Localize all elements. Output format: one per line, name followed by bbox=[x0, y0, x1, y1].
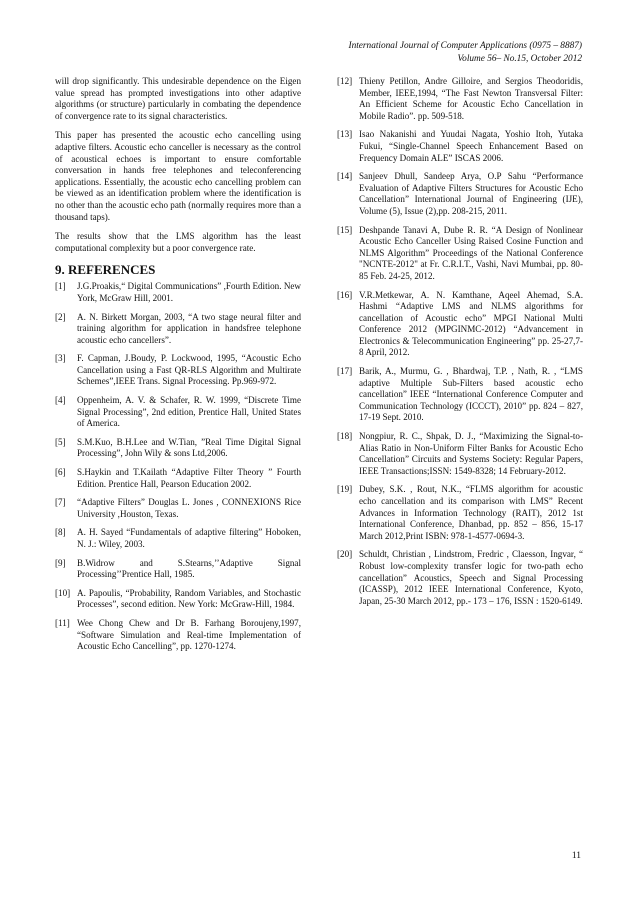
reference-item bbox=[55, 437, 301, 460]
journal-header bbox=[282, 40, 582, 66]
reference-item bbox=[337, 171, 583, 217]
reference-item bbox=[55, 558, 301, 581]
reference-number: [9] bbox=[55, 557, 66, 568]
reference-item bbox=[55, 497, 301, 520]
reference-number: [5] bbox=[55, 436, 66, 447]
reference-number: [12] bbox=[337, 76, 353, 86]
reference-item bbox=[337, 431, 583, 477]
journal-title: International Journal of Computer Applications (0975 – 8887) bbox=[348, 41, 582, 51]
reference-text: A. N. Birkett Morgan, 2003, “A two stage neural filter and training algorithm for application in handsfree telephone acoustic echo cancellers”. bbox=[77, 311, 301, 345]
reference-item bbox=[55, 527, 301, 550]
reference-item bbox=[337, 76, 583, 122]
reference-item bbox=[55, 467, 301, 490]
reference-number: [7] bbox=[55, 497, 66, 508]
reference-text: Deshpande Tanavi A, Dube R. R. “A Design of Nonlinear Acoustic Echo Canceller Using Raised Cosine Function and NLMS Algorithm” Proceedings of the National Conference "NCNTE-2012" at Fr. C.R.I.T., Vashi, Navi Mumbai, pp. 80-85 Feb. 24-25, 2012. bbox=[359, 224, 583, 281]
reference-number: [4] bbox=[55, 395, 66, 406]
reference-text: V.R.Metkewar, A. N. Kamthane, Aqeel Ahemad, S.A. Hashmi “Adaptive LMS and NLMS algorithms for cancellation of Acoustic echo” MPGI National Multi Conference 2012 (MPGINMC-2012) “Advancement in Electronics & Telecommunication Engineering” pp. 25-27,7-8 April, 2012. bbox=[359, 289, 583, 358]
reference-item bbox=[337, 290, 583, 360]
reference-text: S.Haykin and T.Kailath “Adaptive Filter Theory ” Fourth Edition. Prentice Hall, Pearson Education 2002. bbox=[77, 467, 301, 489]
reference-text: Barik, A., Murmu, G. , Bhardwaj, T.P. , Nath, R. , “LMS adaptive Multiple Sub-Filters based acoustic echo cancellation” IEEE “International Conference Computer and Communication Technology (ICCCT), 2010” pp. 824 – 827, 17-19 Sept. 2010. bbox=[359, 366, 583, 423]
reference-item bbox=[337, 129, 583, 164]
reference-text: Isao Nakanishi and Yuudai Nagata, Yoshio Itoh, Yutaka Fukui, “Single-Channel Speech Enhancement Based on Frequency Domain ALE” ISCAS 2006. bbox=[359, 129, 583, 163]
reference-item bbox=[55, 588, 301, 611]
reference-text: A. H. Sayed “Fundamentals of adaptive filtering” Hoboken, N. J.: Wiley, 2003. bbox=[77, 527, 301, 549]
reference-text: Sanjeev Dhull, Sandeep Arya, O.P Sahu “Performance Evaluation of Adaptive Filters Structures for Acoustic Echo Cancellation” International Journal of Engineering (IJE), Volume (5), Issue (2),pp. 208-215, 2011. bbox=[359, 171, 583, 216]
reference-number: [19] bbox=[337, 484, 353, 495]
reference-number: [17] bbox=[337, 366, 353, 377]
reference-number: [16] bbox=[337, 289, 353, 300]
body-paragraph: The results show that the LMS algorithm has the least computational complexity but a poor convergence rate. bbox=[55, 231, 301, 253]
reference-item bbox=[337, 225, 583, 283]
right-column bbox=[337, 76, 583, 614]
body-paragraph: This paper has presented the acoustic echo cancelling using adaptive filters. Acoustic echo canceller is necessary as the control of acoustical echoes is important to ensure comfortable conversation in hands free telephones and teleconferencing applications. Essentially, the acoustic echo cancelling problem can be viewed as an identification problem where the identification is no other than the acoustic echo path (normally requires more than a thousand taps). bbox=[55, 130, 301, 222]
reference-text: Nongpiur, R. C., Shpak, D. J., “Maximizing the Signal-to-Alias Ratio in Non-Uniform Filter Banks for Acoustic Echo Cancellation” Circuits and Systems Society: Regular Papers, IEEE Transactions;ISSN: 1549-8328; 14 February-2012. bbox=[359, 431, 583, 476]
reference-number: [2] bbox=[55, 311, 66, 322]
reference-text: Schuldt, Christian , Lindstrom, Fredric , Claesson, Ingvar, “ Robust low-complexity transfer logic for two-path echo cancellation” Acoustics, Speech and Signal Processing (ICASSP), 2012 IEEE International Conference, Kyoto, Japan, 25-30 March 2012, pp.- 173 – 176, ISSN : 1520-6149. bbox=[359, 549, 583, 606]
reference-number: [8] bbox=[55, 527, 66, 538]
reference-item bbox=[55, 618, 301, 653]
reference-number: [14] bbox=[337, 171, 353, 182]
reference-item bbox=[55, 353, 301, 388]
journal-volume: Volume 56– No.15, October 2012 bbox=[457, 54, 582, 64]
references-heading: 9. REFERENCES bbox=[55, 262, 156, 278]
reference-item bbox=[337, 549, 583, 607]
reference-number: [13] bbox=[337, 129, 353, 140]
reference-item bbox=[337, 484, 583, 542]
reference-item bbox=[55, 312, 301, 347]
reference-text: Dubey, S.K. , Rout, N.K., “FLMS algorithm for acoustic echo cancellation and its comparison with LMS” Recent Advances in Information Technology (RAIT), 2012 1st International Conference, Dhanbad, pp. 852 – 856, 15-17 March 2012,Print ISBN: 978-1-4577-0694-3. bbox=[359, 484, 583, 541]
reference-item bbox=[337, 366, 583, 424]
reference-text: Thieny Petillon, Andre Gilloire, and Sergios Theodoridis, Member, IEEE,1994, “The Fast Newton Transversal Filter: An Efficient Scheme for Acoustic Echo Cancellation in Mobile Radio”. pp. 509-518. bbox=[359, 76, 583, 121]
reference-text: F. Capman, J.Boudy, P. Lockwood, 1995, “Acoustic Echo Cancellation using a Fast QR-RLS Algorithm and Multirate Schemes”,IEEE Trans. Signal Processing. Pp.969-972. bbox=[77, 353, 301, 387]
reference-number: [6] bbox=[55, 467, 66, 478]
reference-text: B.Widrow and S.Stearns,’’Adaptive Signal Processing’’Prentice Hall, 1985. bbox=[77, 557, 301, 580]
reference-number: [3] bbox=[55, 353, 66, 364]
reference-text: A. Papoulis, “Probability, Random Variables, and Stochastic Processes”, second edition. New York: McGraw-Hill, 1984. bbox=[77, 587, 301, 610]
reference-text: “Adaptive Filters” Douglas L. Jones , CONNEXIONS Rice University ,Houston, Texas. bbox=[77, 497, 301, 519]
reference-text: J.G.Proakis,“ Digital Communications” ,Fourth Edition. New York, McGraw Hill, 2001. bbox=[77, 281, 301, 303]
page-number: 11 bbox=[571, 851, 581, 861]
reference-number: [1] bbox=[55, 281, 66, 292]
reference-item bbox=[55, 395, 301, 430]
reference-number: [20] bbox=[337, 549, 353, 560]
reference-number: [11] bbox=[55, 617, 70, 628]
reference-text: S.M.Kuo, B.H.Lee and W.Tian, ”Real Time Digital Signal Processing”, John Wily & sons Ltd,2006. bbox=[77, 436, 301, 459]
reference-number: [18] bbox=[337, 431, 353, 442]
body-paragraph: will drop significantly. This undesirable dependence on the Eigen value spread has prompted investigations into other adaptive algorithms (or structure) particularly in combating the dependence of convergence rate to its signal characteristics. bbox=[55, 76, 301, 121]
reference-number: [10] bbox=[55, 587, 71, 598]
left-column bbox=[55, 76, 301, 660]
reference-text: Wee Chong Chew and Dr B. Farhang Boroujeny,1997, “Software Simulation and Real-time Implementation of Acoustic Echo Cancelling”, pp. 1270-1274. bbox=[77, 617, 301, 652]
reference-number: [15] bbox=[337, 224, 353, 235]
reference-item bbox=[55, 281, 301, 304]
reference-text: Oppenheim, A. V. & Schafer, R. W. 1999, “Discrete Time Signal Processing”, 2nd edition, Prentice Hall, United States of America. bbox=[77, 395, 301, 429]
